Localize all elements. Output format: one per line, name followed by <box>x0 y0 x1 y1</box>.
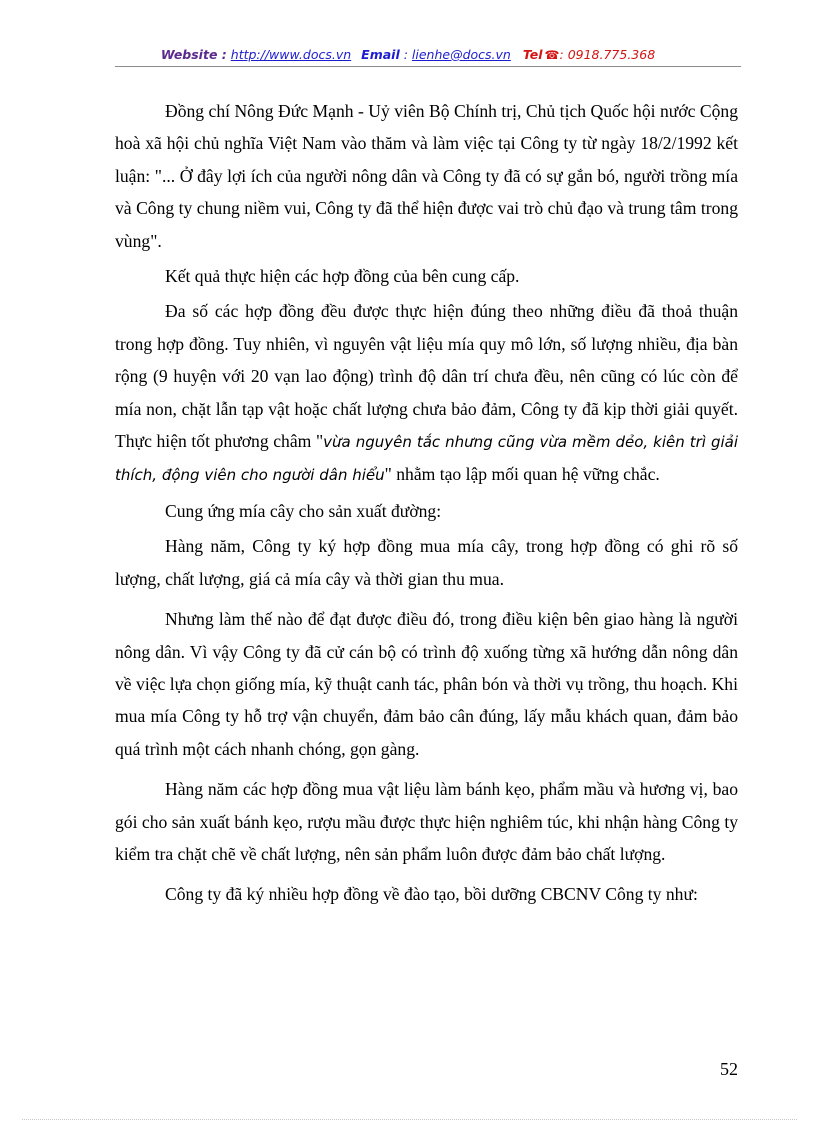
page-header <box>0 46 816 64</box>
email-colon: : <box>403 47 408 62</box>
header-divider <box>115 66 741 67</box>
paragraph: Cung ứng mía cây cho sản xuất đường: <box>165 500 442 521</box>
paragraph: Công ty đã ký nhiều hợp đồng về đào tạo, bồi dưỡng CBCNV Công ty như: <box>165 884 698 905</box>
tel-colon: : <box>559 47 564 62</box>
paragraph-text: " nhằm tạo lập mối quan hệ vững chắc. <box>384 464 660 485</box>
page-bottom-border <box>22 1119 797 1120</box>
quoted-motto: vừa nguyên tắc nhưng cũng vừa mềm dẻo, kiên trì giải thích, động viên cho người dân hiểu <box>115 433 738 485</box>
paragraph: Nhưng làm thế nào để đạt được điều đó, trong điều kiện bên giao hàng là người nông dân. Vì vậy Công ty đã cử cán bộ có trình độ xuống từng xã hướng dẫn nông dân về việc lựa chọn giống mía, kỹ thuật canh tác, phân bón và thời vụ trồng, thu hoạch. Khi mua mía Công ty hỗ trợ vận chuyển, đảm bảo cân đúng, lấy mẫu khách quan, đảm bảo quá trình một cách nhanh chóng, gọn gàng. <box>115 609 738 759</box>
website-link[interactable]: http://www.docs.vn <box>230 47 352 62</box>
paragraph: Đồng chí Nông Đức Mạnh - Uỷ viên Bộ Chính trị, Chủ tịch Quốc hội nước Cộng hoà xã hội chủ nghĩa Việt Nam vào thăm và làm việc tại Công ty từ ngày 18/2/1992 kết luận: "... Ở đây lợi ích của người nông dân và Công ty đã có sự gắn bó, người trồng mía và Công ty chung niềm vui, Công ty đã thể hiện được vai trò chủ đạo và trung tâm trong vùng". <box>115 101 738 251</box>
paragraph: Hàng năm các hợp đồng mua vật liệu làm bánh kẹo, phẩm mầu và hương vị, bao gói cho sản xuất bánh kẹo, rượu mầu được thực hiện nghiêm túc, khi nhận hàng Công ty kiểm tra chặt chẽ về chất lượng, nên sản phẩm luôn được đảm bảo chất lượng. <box>115 779 738 864</box>
paragraph-text: Đa số các hợp đồng đều được thực hiện đúng theo những điều đã thoả thuận trong hợp đồng. Tuy nhiên, vì nguyên vật liệu mía quy mô lớn, số lượng nhiều, địa bàn rộng (9 huyện với 20 vạn lao động) trình độ dân trí chưa đều, nên cũng có lúc còn để mía non, chặt lẫn tạp vật hoặc chất lượng chưa bảo đảm, Công ty đã kịp thời giải quyết. Thực hiện tốt phương châm " <box>115 301 738 452</box>
tel-number: 0918.775.368 <box>567 47 656 62</box>
website-label: Website : <box>160 47 227 62</box>
paragraph: Hàng năm, Công ty ký hợp đồng mua mía cây, trong hợp đồng có ghi rõ số lượng, chất lượng, giá cả mía cây và thời gian thu mua. <box>115 536 738 589</box>
document-body <box>115 95 738 911</box>
phone-icon: ☎ <box>544 48 560 62</box>
email-label: Email <box>361 47 400 62</box>
email-link[interactable]: lienhe@docs.vn <box>411 47 511 62</box>
tel-label: Tel <box>522 47 543 62</box>
paragraph: Kết quả thực hiện các hợp đồng của bên cung cấp. <box>165 266 520 287</box>
paragraph <box>115 295 738 491</box>
page-number: 52 <box>720 1059 738 1079</box>
